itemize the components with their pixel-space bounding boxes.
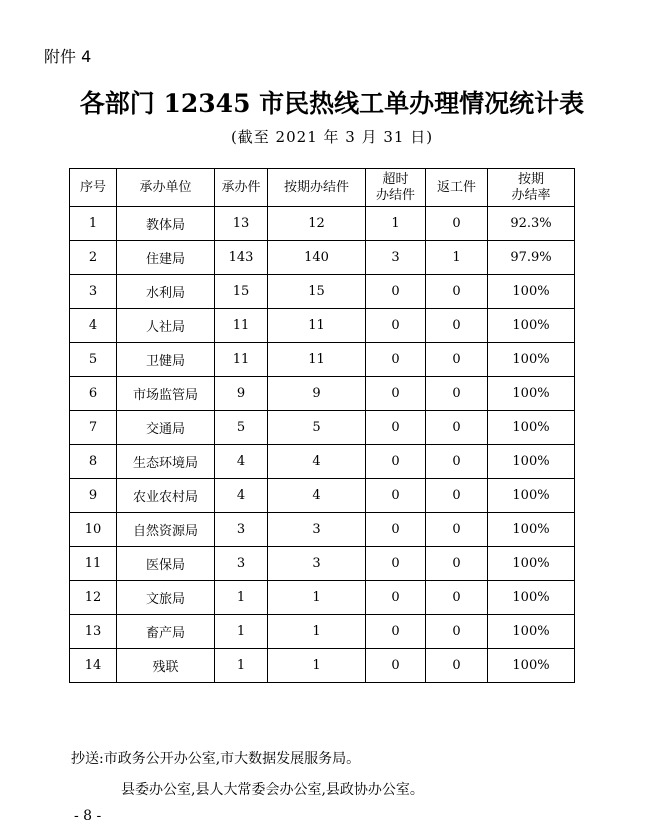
cell-ontime-rate: 100% [488,547,575,581]
cell-overdue-completed: 0 [366,513,426,547]
cell-serial: 3 [70,275,117,309]
cell-ontime-rate: 100% [488,479,575,513]
cell-overdue-completed: 0 [366,445,426,479]
cell-ontime-rate: 100% [488,649,575,683]
cell-assigned: 5 [215,411,268,445]
table-row [70,241,575,275]
cell-ontime-completed: 9 [268,377,366,411]
cell-unit: 交通局 [117,411,215,445]
cell-ontime-rate: 100% [488,343,575,377]
cell-serial: 8 [70,445,117,479]
table-row [70,581,575,615]
cell-ontime-completed: 11 [268,309,366,343]
cell-overdue-completed: 0 [366,581,426,615]
cell-rework: 1 [426,241,488,275]
cell-rework: 0 [426,377,488,411]
cell-unit: 水利局 [117,275,215,309]
cell-unit: 卫健局 [117,343,215,377]
cell-ontime-rate: 100% [488,377,575,411]
table-row [70,275,575,309]
header-assigned: 承办件 [215,169,268,207]
header-unit: 承办单位 [117,169,215,207]
header-ontime-completed: 按期办结件 [268,169,366,207]
cell-serial: 10 [70,513,117,547]
cell-serial: 12 [70,581,117,615]
cell-ontime-rate: 100% [488,513,575,547]
cell-serial: 1 [70,207,117,241]
cell-overdue-completed: 0 [366,547,426,581]
cell-assigned: 11 [215,309,268,343]
cell-serial: 13 [70,615,117,649]
header-rework: 返工件 [426,169,488,207]
table-header-row [70,169,575,207]
cell-overdue-completed: 0 [366,309,426,343]
cell-rework: 0 [426,275,488,309]
cell-unit: 医保局 [117,547,215,581]
page-title: 各部门 12345 市民热线工单办理情况统计表 [79,89,585,118]
cell-unit: 市场监管局 [117,377,215,411]
table-row [70,479,575,513]
cell-rework: 0 [426,479,488,513]
cell-assigned: 3 [215,547,268,581]
cell-rework: 0 [426,547,488,581]
cell-ontime-completed: 5 [268,411,366,445]
cell-unit: 自然资源局 [117,513,215,547]
cell-ontime-completed: 3 [268,547,366,581]
cell-overdue-completed: 0 [366,411,426,445]
cell-assigned: 15 [215,275,268,309]
cell-unit: 农业农村局 [117,479,215,513]
attachment-label: 附件 4 [44,47,92,66]
cell-ontime-completed: 3 [268,513,366,547]
cell-rework: 0 [426,309,488,343]
cell-ontime-completed: 1 [268,581,366,615]
statistics-table [69,168,575,683]
cell-overdue-completed: 0 [366,649,426,683]
cell-rework: 0 [426,445,488,479]
table-row [70,547,575,581]
cell-serial: 14 [70,649,117,683]
cell-assigned: 143 [215,241,268,275]
cell-unit: 文旅局 [117,581,215,615]
page-number: - 8 - [74,808,102,824]
cell-serial: 4 [70,309,117,343]
table-row [70,445,575,479]
table-row [70,309,575,343]
cell-ontime-completed: 140 [268,241,366,275]
cell-assigned: 3 [215,513,268,547]
cc-line-continued: 县委办公室,县人大常委会办公室,县政协办公室。 [121,782,424,798]
cell-ontime-completed: 1 [268,649,366,683]
table-row [70,411,575,445]
cell-ontime-completed: 15 [268,275,366,309]
cell-ontime-completed: 12 [268,207,366,241]
cell-assigned: 11 [215,343,268,377]
cell-ontime-completed: 1 [268,615,366,649]
cell-serial: 5 [70,343,117,377]
header-serial: 序号 [70,169,117,207]
cell-ontime-rate: 100% [488,445,575,479]
table-row [70,377,575,411]
cell-overdue-completed: 0 [366,343,426,377]
cell-ontime-completed: 4 [268,445,366,479]
cell-unit: 人社局 [117,309,215,343]
cell-rework: 0 [426,343,488,377]
cell-assigned: 4 [215,445,268,479]
table-row [70,615,575,649]
header-overdue-completed: 超时 办结件 [366,169,426,207]
cell-ontime-rate: 100% [488,411,575,445]
cell-assigned: 13 [215,207,268,241]
cell-overdue-completed: 0 [366,275,426,309]
cell-ontime-rate: 92.3% [488,207,575,241]
cell-ontime-completed: 4 [268,479,366,513]
cell-serial: 7 [70,411,117,445]
cell-overdue-completed: 0 [366,615,426,649]
cell-assigned: 1 [215,581,268,615]
cell-assigned: 4 [215,479,268,513]
cell-assigned: 1 [215,649,268,683]
cell-assigned: 9 [215,377,268,411]
cell-rework: 0 [426,649,488,683]
cell-assigned: 1 [215,615,268,649]
cell-ontime-rate: 100% [488,275,575,309]
table-row [70,513,575,547]
cell-unit: 生态环境局 [117,445,215,479]
page-subtitle: (截至 2021 年 3 月 31 日) [230,128,434,146]
cell-unit: 教体局 [117,207,215,241]
table-row [70,649,575,683]
cell-ontime-rate: 100% [488,615,575,649]
header-ontime-rate: 按期 办结率 [488,169,575,207]
table-row [70,343,575,377]
cell-overdue-completed: 3 [366,241,426,275]
cell-rework: 0 [426,411,488,445]
cell-overdue-completed: 0 [366,479,426,513]
cell-rework: 0 [426,615,488,649]
cell-overdue-completed: 1 [366,207,426,241]
cell-unit: 住建局 [117,241,215,275]
cell-ontime-completed: 11 [268,343,366,377]
cell-unit: 残联 [117,649,215,683]
cell-overdue-completed: 0 [366,377,426,411]
cell-rework: 0 [426,207,488,241]
table-row [70,207,575,241]
cell-rework: 0 [426,513,488,547]
cell-serial: 9 [70,479,117,513]
cell-serial: 11 [70,547,117,581]
cell-rework: 0 [426,581,488,615]
cell-ontime-rate: 100% [488,581,575,615]
cell-ontime-rate: 97.9% [488,241,575,275]
cc-line: 抄送:市政务公开办公室,市大数据发展服务局。 [71,751,361,767]
cell-serial: 2 [70,241,117,275]
cell-ontime-rate: 100% [488,309,575,343]
cell-serial: 6 [70,377,117,411]
cell-unit: 畜产局 [117,615,215,649]
